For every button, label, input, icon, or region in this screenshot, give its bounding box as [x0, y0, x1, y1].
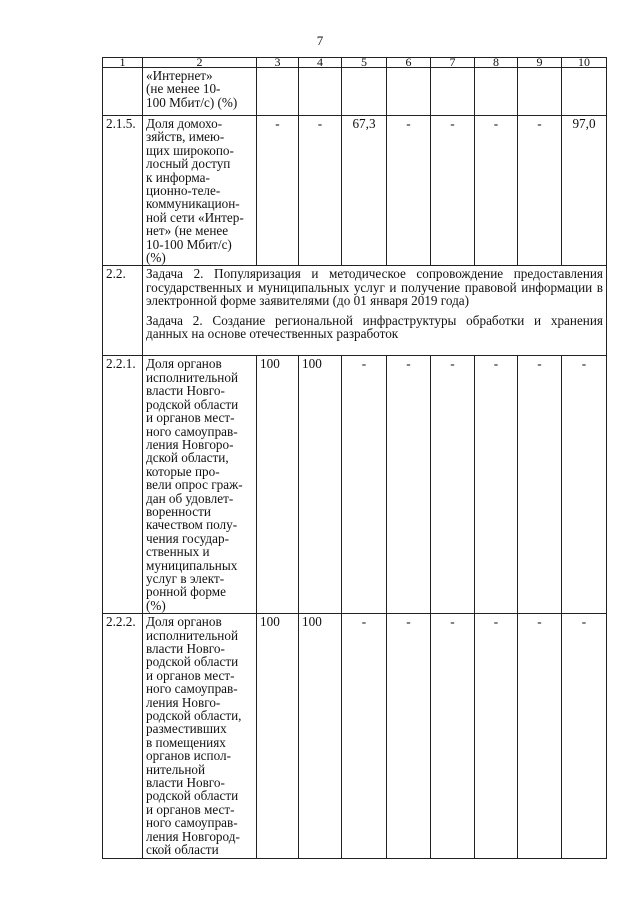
row-number: [103, 68, 143, 116]
value-cell: [475, 68, 518, 116]
table-row: [103, 356, 607, 614]
value-cell: -: [562, 356, 607, 614]
value-cell: 97,0: [562, 116, 607, 266]
header-cell: 1: [103, 58, 143, 68]
task-text-2: Задача 2. Создание региональной инфраструктуры обработки и хранения данных на основе отечественных разработок: [146, 312, 603, 342]
value-cell: -: [475, 356, 518, 614]
value-cell: [299, 68, 342, 116]
indicator-name: Доля домохо- зяйств, имею- щих широкопо- лосный доступ к информа- ционно-теле- коммуникацион- ной сети «Интер- нет» (не менее 10-100 Мбит/с) (%): [143, 116, 257, 266]
row-number: 2.2.1.: [103, 356, 143, 614]
value-cell: -: [518, 356, 562, 614]
value-cell: 100: [299, 356, 342, 614]
row-number: 2.2.2.: [103, 614, 143, 858]
indicator-name: Доля органов исполнительной власти Новго- родской области и органов мест- ного самоуправ- ления Новго- родской области, разместивших в помещениях органов испол- нительной власти Новго- родской области и органов мест- ного самоуправ- ления Новгород- ской области: [143, 614, 257, 858]
indicators-table: [102, 57, 607, 859]
indicator-name: «Интернет» (не менее 10- 100 Мбит/с) (%): [143, 68, 257, 116]
value-cell: [387, 68, 431, 116]
value-cell: -: [518, 116, 562, 266]
value-cell: -: [342, 614, 387, 858]
header-cell: 8: [475, 58, 518, 68]
header-cell: 2: [143, 58, 257, 68]
header-cell: 7: [431, 58, 475, 68]
value-cell: -: [342, 356, 387, 614]
table-row: [103, 116, 607, 266]
header-cell: 9: [518, 58, 562, 68]
value-cell: -: [257, 116, 299, 266]
row-number: 2.1.5.: [103, 116, 143, 266]
task-cell: [143, 266, 607, 356]
table-row: [103, 68, 607, 116]
value-cell: -: [475, 116, 518, 266]
value-cell: 100: [299, 614, 342, 858]
value-cell: -: [387, 614, 431, 858]
task-number: 2.2.: [103, 266, 143, 356]
value-cell: [562, 68, 607, 116]
value-cell: -: [562, 614, 607, 858]
header-row: [103, 58, 607, 68]
value-cell: -: [299, 116, 342, 266]
header-cell: 5: [342, 58, 387, 68]
header-cell: 6: [387, 58, 431, 68]
value-cell: [342, 68, 387, 116]
value-cell: 100: [257, 614, 299, 858]
value-cell: -: [387, 116, 431, 266]
value-cell: [518, 68, 562, 116]
value-cell: [257, 68, 299, 116]
header-cell: 4: [299, 58, 342, 68]
value-cell: -: [387, 356, 431, 614]
page-number: 7: [316, 33, 324, 48]
value-cell: -: [431, 116, 475, 266]
value-cell: -: [518, 614, 562, 858]
value-cell: -: [431, 614, 475, 858]
value-cell: [431, 68, 475, 116]
indicator-name: Доля органов исполнительной власти Новго- родской области и органов мест- ного самоуправ- ления Новгоро- дской области, которые про- вели опрос граж- дан об удовлет- воренности качеством полу- чения государ- ственных и муниципальных услуг в элект- ронной форме (%): [143, 356, 257, 614]
header-cell: 10: [562, 58, 607, 68]
table-row: [103, 614, 607, 858]
header-cell: 3: [257, 58, 299, 68]
task-text-1: Задача 2. Популяризация и методическое сопровождение предоставления государственных и муниципальных услуг и получение правовой информации в электронной форме заявителями (до 01 января 2019 года): [146, 266, 603, 309]
value-cell: 100: [257, 356, 299, 614]
value-cell: 67,3: [342, 116, 387, 266]
value-cell: -: [431, 356, 475, 614]
task-row: [103, 266, 607, 356]
value-cell: -: [475, 614, 518, 858]
